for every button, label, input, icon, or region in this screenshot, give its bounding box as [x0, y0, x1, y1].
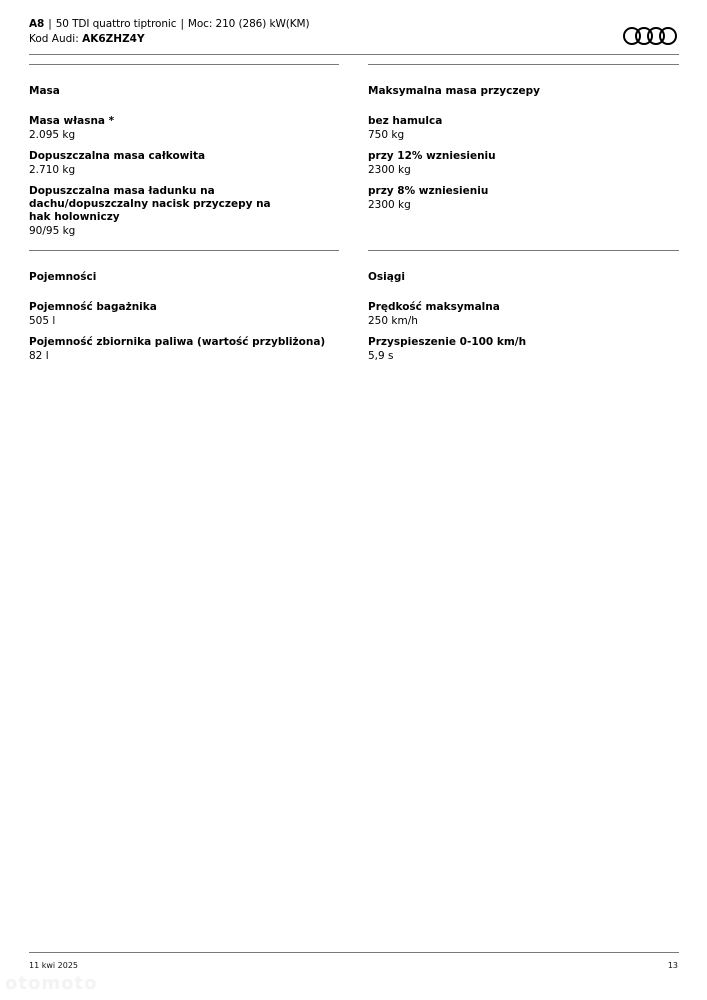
spec-item — [368, 336, 679, 363]
spec-value: 750 kg — [368, 129, 405, 141]
spec-item — [368, 185, 679, 212]
spec-item — [29, 150, 340, 177]
audi-code-value: AK6ZHZ4Y — [82, 33, 145, 45]
spec-label: Przyspieszenie 0-100 km/h — [368, 336, 527, 348]
spec-label: Pojemność zbiornika paliwa (wartość przybliżona) — [29, 336, 326, 348]
header-divider — [29, 54, 679, 55]
separator: | — [180, 18, 184, 30]
audi-code-line — [29, 32, 679, 47]
spec-label: Prędkość maksymalna — [368, 301, 500, 313]
spec-value: 2.095 kg — [29, 129, 76, 141]
spec-value: 90/95 kg — [29, 225, 76, 237]
section-divider — [368, 250, 679, 251]
spec-value: 250 km/h — [368, 315, 418, 327]
section-divider — [368, 64, 679, 65]
separator: | — [48, 18, 52, 30]
spec-item — [368, 115, 679, 142]
section-title: Maksymalna masa przyczepy — [368, 85, 540, 97]
section-title: Masa — [29, 85, 60, 97]
section-capacities — [29, 270, 340, 371]
document-header — [29, 17, 679, 47]
spec-item — [368, 301, 679, 328]
section-divider — [29, 64, 339, 65]
footer-date: 11 kwi 2025 — [29, 961, 79, 970]
spec-label: bez hamulca — [368, 115, 443, 127]
section-performance — [368, 270, 679, 371]
section-masa — [29, 84, 340, 246]
spec-item — [29, 336, 340, 363]
watermark: otomoto — [5, 973, 98, 994]
spec-value: 2300 kg — [368, 164, 411, 176]
model-name: A8 — [29, 18, 45, 30]
spec-item — [29, 301, 340, 328]
spec-value: 505 l — [29, 315, 56, 327]
model-line — [29, 17, 679, 32]
spec-label: Dopuszczalna masa całkowita — [29, 150, 206, 162]
model-power: Moc: 210 (286) kW(KM) — [187, 18, 310, 30]
spec-value: 82 l — [29, 350, 49, 362]
spec-value: 5,9 s — [368, 350, 394, 362]
section-title: Osiągi — [368, 271, 405, 283]
spec-item — [29, 185, 340, 238]
audi-code-label: Kod Audi: — [29, 33, 79, 45]
footer-divider — [29, 952, 679, 953]
section-title: Pojemności — [29, 271, 97, 283]
spec-value: 2300 kg — [368, 199, 411, 211]
spec-label: przy 12% wzniesieniu — [368, 150, 496, 162]
page-number: 13 — [667, 961, 678, 970]
audi-rings-logo-icon — [622, 26, 678, 46]
spec-item — [368, 150, 679, 177]
section-divider — [29, 250, 339, 251]
spec-label: Pojemność bagażnika — [29, 301, 157, 313]
spec-item — [29, 115, 340, 142]
section-max-trailer-mass — [368, 84, 679, 220]
model-variant: 50 TDI quattro tiptronic — [55, 18, 177, 30]
spec-value: 2.710 kg — [29, 164, 76, 176]
spec-label: Dopuszczalna masa ładunku na dachu/dopuszczalny nacisk przyczepy na hak holowniczy — [29, 185, 271, 223]
spec-label: przy 8% wzniesieniu — [368, 185, 489, 197]
spec-label: Masa własna * — [29, 115, 115, 127]
